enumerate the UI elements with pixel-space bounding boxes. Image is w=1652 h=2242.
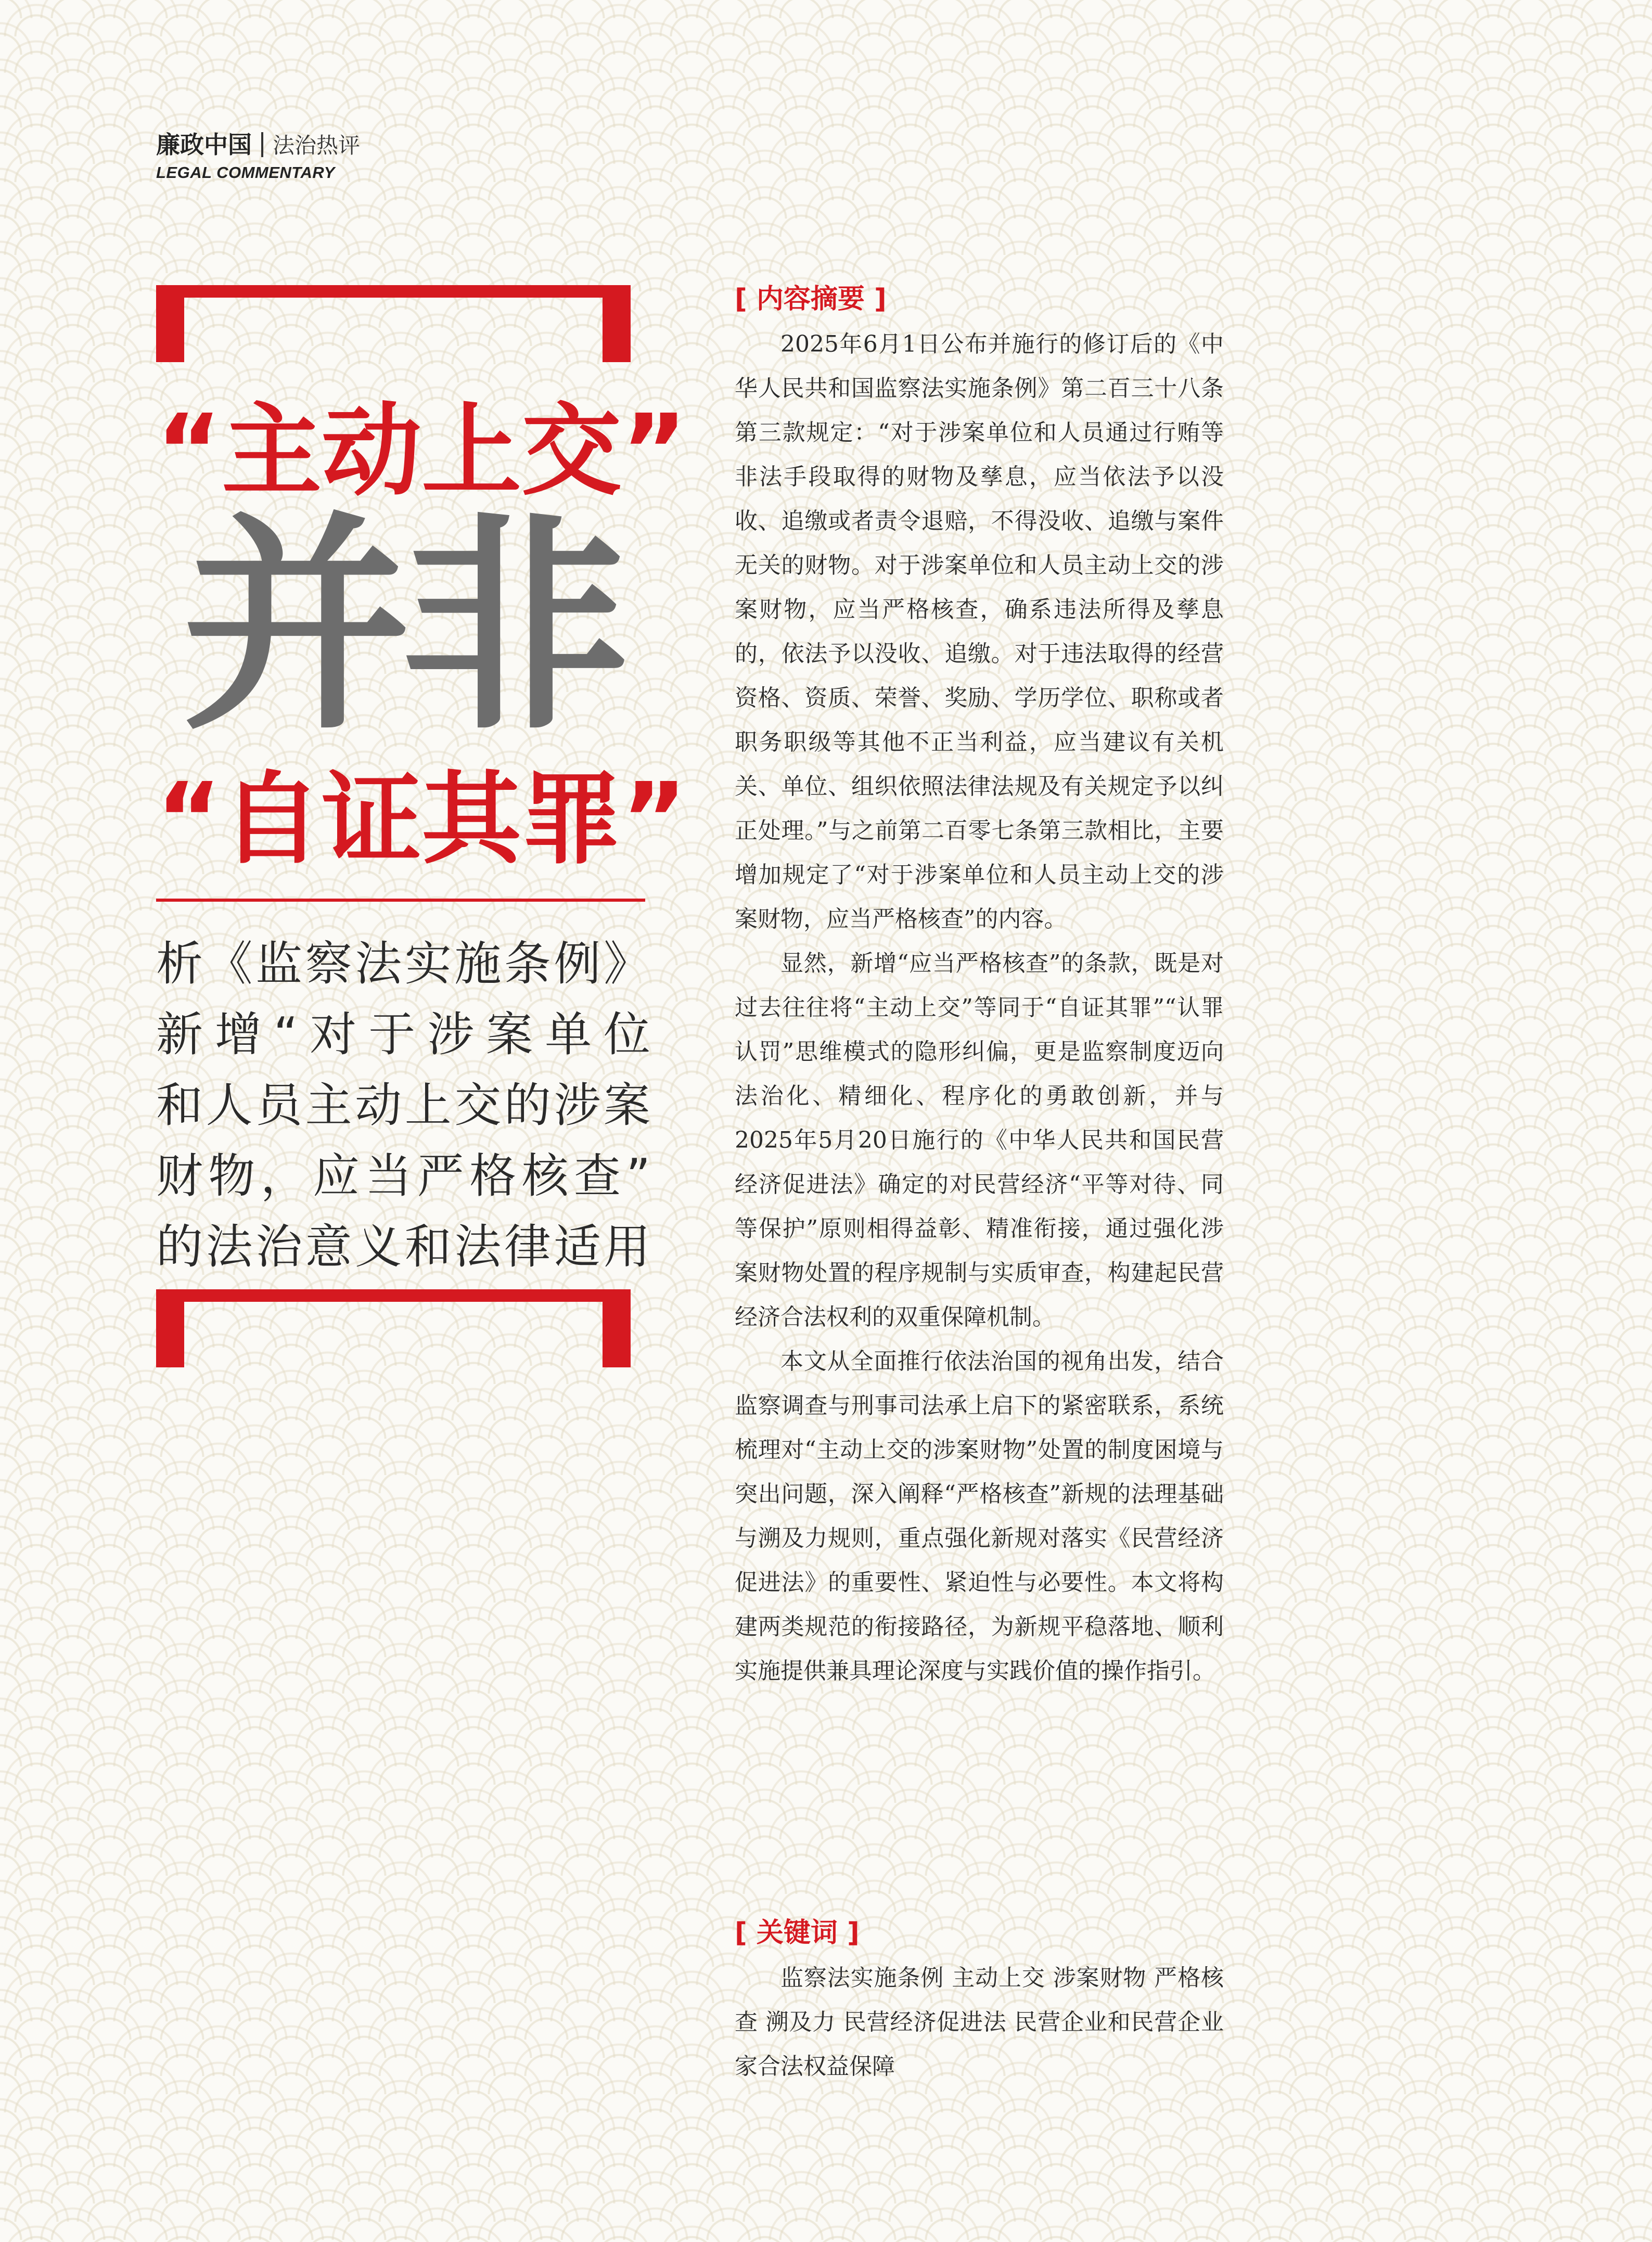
subtitle-line: 析《监察法实施条例》 xyxy=(156,937,650,991)
subtitle-line: 财物，应当严格核查” xyxy=(156,1149,650,1203)
brand-name: 廉政中国 xyxy=(156,131,252,159)
subtitle-line: 新增“对于涉案单位 xyxy=(156,1007,650,1062)
subtitle-line: 和人员主动上交的涉案 xyxy=(156,1078,650,1133)
abstract-label: [ 内容摘要 ] xyxy=(735,284,887,315)
keywords-text: 监察法实施条例 主动上交 涉案财物 严格核查 溯及力 民营经济促进法 民营企业和民营企业家合法权益保障 xyxy=(735,1965,1224,2080)
title-line-1: “主动上交” xyxy=(156,393,687,509)
title-line-2: 并非 xyxy=(182,494,619,760)
subtitle-line: 的法治意义和法律适用 xyxy=(156,1220,650,1274)
section-name: 法治热评 xyxy=(273,133,361,158)
title-line-3: “自证其罪” xyxy=(156,762,687,878)
subtitle xyxy=(156,929,650,1283)
frame-bottom-left-post xyxy=(156,1290,184,1367)
keywords-label: [ 关键词 ] xyxy=(735,1917,860,1949)
keywords-section xyxy=(735,1912,1224,2089)
frame-top-left-post xyxy=(156,285,184,362)
frame-top-bar xyxy=(156,285,631,298)
frame-bottom-right-post xyxy=(603,1290,631,1367)
abstract-paragraph: 2025年6月1日公布并施行的修订后的《中华人民共和国监察法实施条例》第二百三十八条第三款规定：“对于涉案单位和人员通过行贿等非法手段取得的财物及孳息，应当依法予以没收、追缴或者责令退赔，不得没收、追缴与案件无关的财物。对于涉案单位和人员主动上交的涉案财物，应当严格核查，确系违法所得及孳息的，依法予以没收、追缴。对于违法取得的经营资格、资质、荣誉、奖励、学历学位、职称或者职务职级等其他不正当利益，应当建议有关机关、单位、组织依照法律法规及有关规定予以纠正处理。”与之前第二百零七条第三款相比，主要增加规定了“对于涉案单位和人员主动上交的涉案财物，应当严格核查”的内容。 xyxy=(735,331,1224,932)
abstract-section xyxy=(735,278,1224,1693)
abstract-paragraph: 显然，新增“应当严格核查”的条款，既是对过去往往将“主动上交”等同于“自证其罪”“认罪认罚”思维模式的隐形纠偏，更是监察制度迈向法治化、精细化、程序化的勇敢创新，并与2025年5月20日施行的《中华人民共和国民营经济促进法》确定的对民营经济“平等对待、同等保护”原则相得益彰、精准衔接，通过强化涉案财物处置的程序规制与实质审查，构建起民营经济合法权利的双重保障机制。 xyxy=(735,950,1224,1330)
header-divider xyxy=(261,132,263,157)
abstract-paragraph: 本文从全面推行依法治国的视角出发，结合监察调查与刑事司法承上启下的紧密联系，系统梳理对“主动上交的涉案财物”处置的制度困境与突出问题，深入阐释“严格核查”新规的法理基础与溯及力规则，重点强化新规对落实《民营经济促进法》的重要性、紧迫性与必要性。本文将构建两类规范的衔接路径，为新规平稳落地、顺利实施提供兼具理论深度与实践价值的操作指引。 xyxy=(735,1348,1224,1684)
frame-bottom-bar xyxy=(156,1289,631,1302)
title-rule xyxy=(156,899,645,902)
page-header xyxy=(156,126,520,183)
frame-top-right-post xyxy=(603,285,631,362)
section-name-en: LEGAL COMMENTARY xyxy=(156,163,335,182)
